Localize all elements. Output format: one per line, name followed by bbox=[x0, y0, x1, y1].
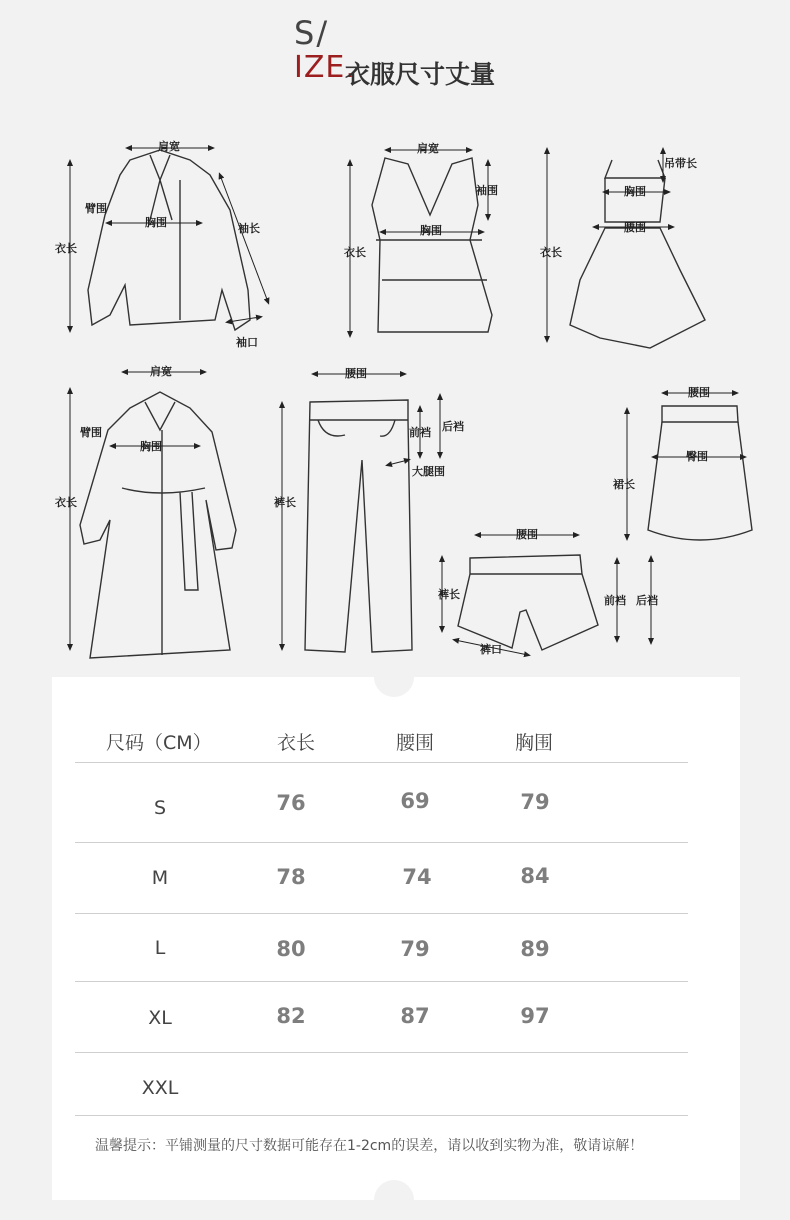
measurement-note: 温馨提示：平铺测量的尺寸数据可能存在1-2cm的误差，请以收到实物为准，敬请谅解！ bbox=[95, 1138, 644, 1154]
skirt-hip-label: 臀围 bbox=[686, 450, 708, 463]
header-length: 衣长 bbox=[277, 732, 316, 754]
shorts-waist-label: 腰围 bbox=[516, 528, 538, 541]
vest-length-label: 衣长 bbox=[344, 246, 366, 259]
header-ize: IZE. bbox=[294, 50, 356, 85]
table-divider bbox=[75, 762, 688, 763]
waist-cell: 79 bbox=[400, 937, 430, 961]
length-cell: 80 bbox=[276, 937, 306, 961]
vest-armhole-label: 袖围 bbox=[476, 184, 498, 197]
skirt-length-label: 裙长 bbox=[613, 478, 635, 491]
dress-chest-label: 胸围 bbox=[624, 185, 646, 198]
table-divider bbox=[75, 1115, 688, 1116]
chest-cell: 84 bbox=[520, 864, 550, 888]
header-size: 尺码（CM） bbox=[106, 732, 212, 754]
shorts-hem-label: 裤口 bbox=[480, 643, 502, 656]
pants-waist-label: 腰围 bbox=[345, 367, 367, 380]
shirt-chest-label: 胸围 bbox=[145, 216, 167, 229]
size-cell: XXL bbox=[141, 1077, 179, 1099]
garment-diagrams bbox=[0, 120, 790, 664]
size-cell: L bbox=[154, 937, 166, 959]
shorts-diagram bbox=[458, 555, 598, 650]
card-notch-top bbox=[374, 657, 414, 697]
card-notch-bottom bbox=[374, 1180, 414, 1220]
dress-waist-label: 腰围 bbox=[624, 221, 646, 234]
chest-cell: 89 bbox=[520, 937, 550, 961]
length-cell: 78 bbox=[276, 865, 306, 889]
coat-arm-label: 臂围 bbox=[80, 426, 102, 439]
shirt-shoulder-label: 肩宽 bbox=[158, 140, 180, 153]
waist-cell: 87 bbox=[400, 1004, 430, 1028]
skirt-waist-label: 腰围 bbox=[688, 386, 710, 399]
header-chest: 胸围 bbox=[515, 732, 554, 754]
vest-diagram bbox=[372, 158, 492, 332]
size-cell: M bbox=[151, 867, 169, 889]
shirt-diagram bbox=[88, 150, 250, 330]
pants-front-rise-label: 前裆 bbox=[409, 426, 431, 439]
shorts-back-rise-label: 后裆 bbox=[636, 594, 658, 607]
length-cell: 76 bbox=[276, 791, 306, 815]
shorts-front-rise-label: 前裆 bbox=[604, 594, 626, 607]
shirt-arm-label: 臂围 bbox=[85, 202, 107, 215]
table-divider bbox=[75, 913, 688, 914]
shorts-length-label: 裤长 bbox=[438, 588, 460, 601]
chest-cell: 97 bbox=[520, 1004, 550, 1028]
coat-shoulder-label: 肩宽 bbox=[150, 365, 172, 378]
header-s: S/ bbox=[294, 14, 330, 52]
page-title: 衣服尺寸丈量 bbox=[345, 60, 496, 89]
chest-cell: 79 bbox=[520, 790, 550, 814]
waist-cell: 69 bbox=[400, 789, 430, 813]
coat-diagram bbox=[80, 392, 236, 658]
shirt-length-label: 衣长 bbox=[55, 242, 77, 255]
length-cell: 82 bbox=[276, 1004, 306, 1028]
size-cell: XL bbox=[148, 1007, 172, 1029]
shirt-sleeve-label: 袖长 bbox=[238, 222, 260, 235]
shirt-cuff-label: 袖口 bbox=[236, 336, 258, 349]
size-cell: S bbox=[153, 797, 167, 819]
skirt-diagram bbox=[648, 406, 752, 540]
pants-length-label: 裤长 bbox=[274, 496, 296, 509]
header-waist: 腰围 bbox=[396, 732, 435, 754]
coat-chest-label: 胸围 bbox=[140, 440, 162, 453]
waist-cell: 74 bbox=[402, 865, 432, 889]
vest-shoulder-label: 肩宽 bbox=[417, 142, 439, 155]
coat-length-label: 衣长 bbox=[55, 496, 77, 509]
table-divider bbox=[75, 981, 688, 982]
dress-length-label: 衣长 bbox=[540, 246, 562, 259]
vest-chest-label: 胸围 bbox=[420, 224, 442, 237]
pants-back-rise-label: 后裆 bbox=[442, 420, 464, 433]
pants-thigh-label: 大腿围 bbox=[412, 465, 445, 478]
dress-strap-label: 吊带长 bbox=[664, 157, 697, 170]
table-divider bbox=[75, 1052, 688, 1053]
pants-diagram bbox=[305, 400, 412, 652]
table-divider bbox=[75, 842, 688, 843]
